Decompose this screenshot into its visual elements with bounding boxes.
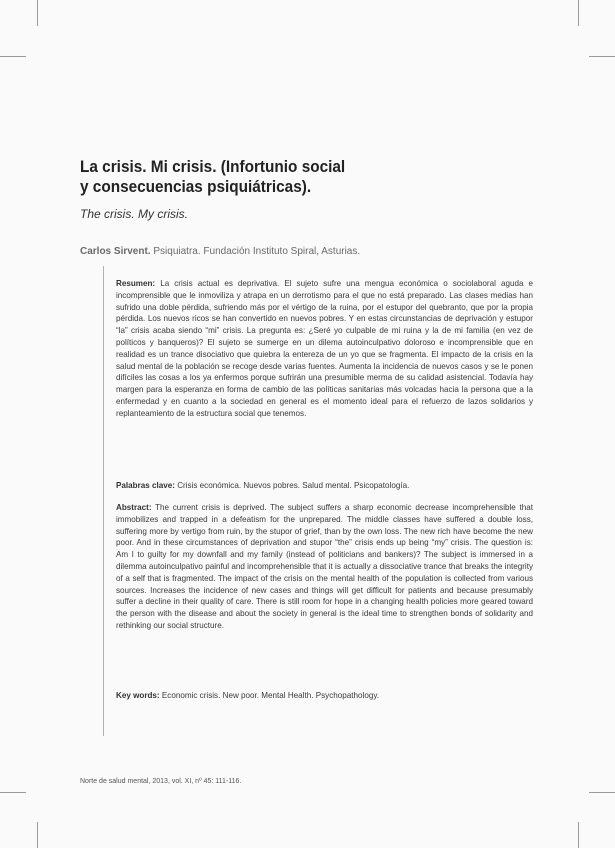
abstract-paragraph [116,502,533,632]
abstract-label: Abstract: [116,503,152,512]
crop-mark [589,56,615,57]
article-title-line-1: La crisis. Mi crisis. (Infortunio social [80,158,346,176]
resumen-paragraph [116,278,533,420]
crop-mark [37,0,38,26]
palabras-clave-label: Palabras clave: [116,481,175,490]
crop-mark [578,822,579,848]
article-title [80,157,471,197]
crop-mark [37,822,38,848]
journal-citation: Norte de salud mental, 2013, vol. XI, nº 45: 111-116. [80,778,242,785]
palabras-clave-text: Crisis económica. Nuevos pobres. Salud mental. Psicopatología. [177,481,410,490]
abstract-text: The current crisis is deprived. The subject suffers a sharp economic decrease incomprehensible that immobilizes and trapped in a defeatism for the unprepared. The middle classes have suffered a double loss, suffering more by vertigo from ruin, by the stupor of grief, than by the own loss. The new rich have become the new poor. And in these circumstances of deprivation and stupor “the” crisis ends up being “my” crisis. The question is: Am I to guilty for my downfall and my family (instead of politicians and bankers)? The subject is immersed in a dilemma autoinculpativo painful and incomprehensible that it is actually a dissociative trance that breaks the integrity of a self that is fragmented. The impact of the crisis on the mental health of the population is collected from various sources. Increases the incidence of new cases and things will get difficult for patients and because presumably suffer a decline in their quality of care. There is still room for hope in a changing health policies more geared toward the person with the disease and about the society in general is the ideal time to strengthen bonds of solidarity and rethinking our social structure. [116,503,533,630]
crop-mark [0,792,26,793]
english-title: The crisis. My crisis. [80,207,188,221]
key-words-text: Economic crisis. New poor. Mental Health. Psychopathology. [161,691,380,700]
author-affiliation: Psiquiatra. Fundación Instituto Spiral, Asturias. [153,246,361,257]
author-name: Carlos Sirvent. [80,246,151,257]
key-words-label: Key words: [116,691,160,700]
article-title-line-2: y consecuencias psiquiátricas). [80,178,312,196]
resumen-label: Resumen: [116,279,156,288]
key-words-paragraph [116,690,533,702]
crop-mark [578,0,579,26]
resumen-text: La crisis actual es deprivativa. El sujeto sufre una mengua económica o sociolaboral aguda e incomprensible que le inmoviliza y atrapa en un derrotismo para el que no está preparado. Las clases medias han sufrido una doble pérdida, sufriendo más por el vértigo de la ruina, por el estupor del quebranto, que por la propia pérdida. Los nuevos ricos se han convertido en nuevos pobres. Y en estas circunstancias de deprivación y estupor “la” crisis acaba siendo “mi” crisis. La pregunta es: ¿Seré yo culpable de mi ruina y la de mi familia (en vez de políticos y banqueros)? El sujeto se sumerge en un dilema autoinculpativo doloroso e incomprensible que en realidad es un trance disociativo que quiebra la entereza de un yo que se fragmenta. El impacto de la crisis en la salud mental de la población se recoge desde varias fuentes. Aumenta la incidencia de nuevos casos y se le ponen difíciles las cosas a los ya enfermos porque sufrirán una presumible merma de su calidad asistencial. Todavía hay margen para la esperanza en forma de cambio de las políticas sanitarias más volcadas hacia la persona que a la enfermedad y en cuanto a la sociedad en general es el momento ideal para el refuerzo de lazos solidarios y replanteamiento de la estructura social que tenemos. [116,279,534,418]
crop-mark [589,792,615,793]
author-line [80,246,360,257]
crop-mark [0,56,26,57]
palabras-clave-paragraph [116,480,533,492]
